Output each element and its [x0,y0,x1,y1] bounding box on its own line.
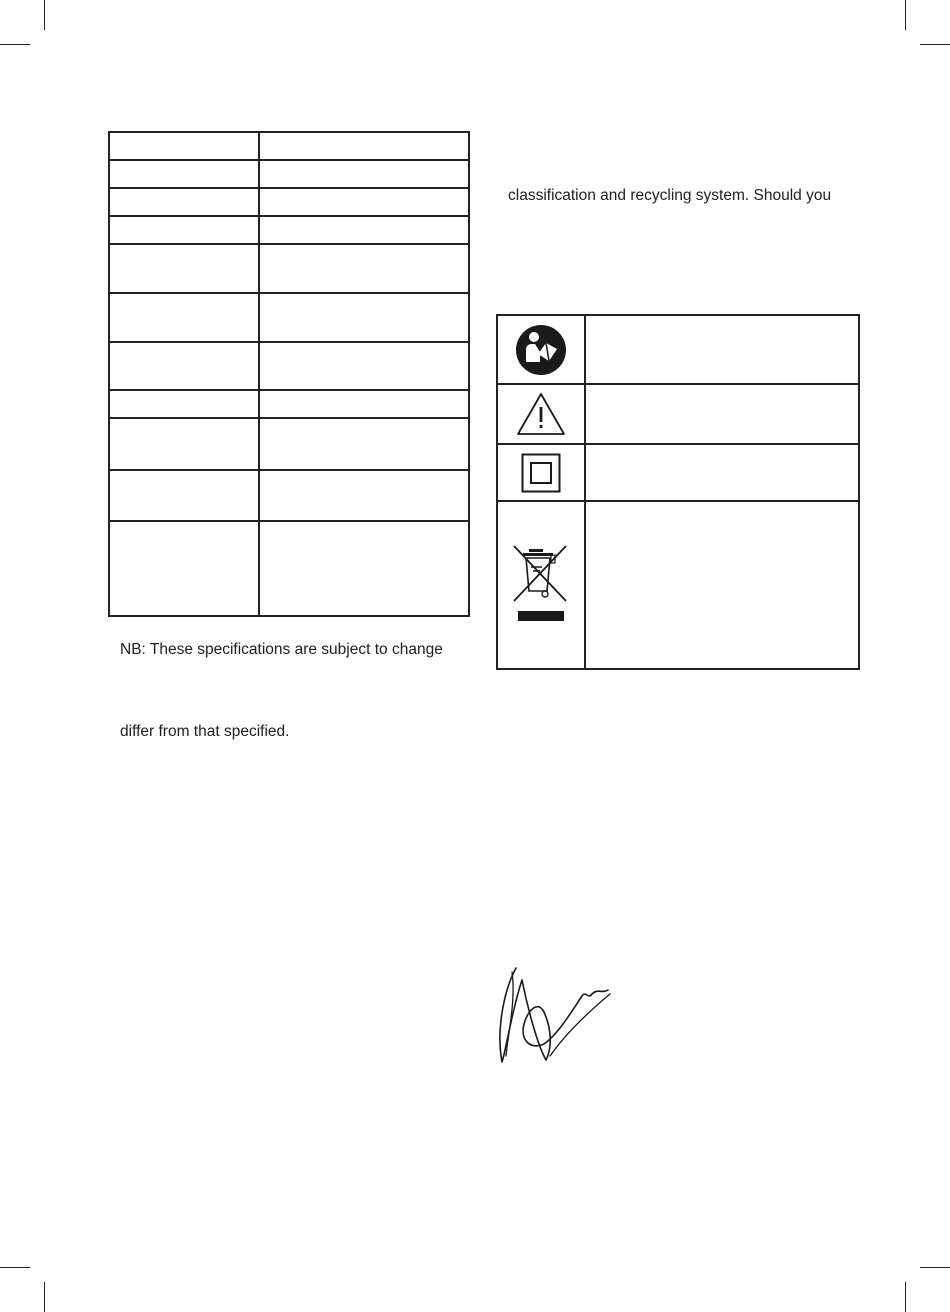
specification-note-end: differ from that specified. [120,723,290,740]
table-row [109,188,469,216]
spec-label [109,132,259,160]
spec-label [109,244,259,293]
spec-label [109,216,259,244]
crop-mark [920,1267,950,1268]
spec-value [259,390,469,418]
symbol-description [585,501,859,669]
crop-mark [44,1282,45,1312]
table-row [109,293,469,342]
symbol-cell [497,501,585,669]
spec-label [109,342,259,390]
spec-label [109,390,259,418]
symbol-cell [497,315,585,384]
spec-label [109,160,259,188]
table-row [497,315,859,384]
table-row [109,216,469,244]
table-row [497,384,859,444]
spec-value [259,216,469,244]
spec-label [109,521,259,616]
specification-note: NB: These specifications are subject to change [120,641,443,658]
recycling-text: classification and recycling system. Should you [508,187,832,204]
spec-value [259,188,469,216]
symbol-cell [497,444,585,501]
spec-value [259,342,469,390]
spec-label [109,293,259,342]
table-row [109,132,469,160]
crop-mark [0,1267,30,1268]
spec-value [259,244,469,293]
symbol-description [585,315,859,384]
table-row [109,470,469,521]
read-manual-icon [498,324,584,376]
table-row [109,390,469,418]
weee-crossed-bin-icon [498,543,584,627]
spec-label [109,188,259,216]
spec-value [259,418,469,470]
symbol-description [585,444,859,501]
crop-mark [920,44,950,45]
symbols-table [496,314,860,670]
spec-label [109,418,259,470]
spec-value [259,132,469,160]
spec-value [259,160,469,188]
signature [494,960,614,1075]
crop-mark [905,1282,906,1312]
crop-mark [905,0,906,30]
table-row [109,244,469,293]
double-insulation-icon [498,453,584,493]
specification-table [108,131,470,617]
spec-label [109,470,259,521]
spec-value [259,470,469,521]
table-row [497,444,859,501]
crop-mark [0,44,30,45]
table-row [109,418,469,470]
warning-triangle-icon [498,391,584,437]
spec-value [259,521,469,616]
table-row [109,160,469,188]
table-row [109,342,469,390]
symbol-description [585,384,859,444]
spec-value [259,293,469,342]
table-row [497,501,859,669]
crop-mark [44,0,45,30]
table-row [109,521,469,616]
symbol-cell [497,384,585,444]
